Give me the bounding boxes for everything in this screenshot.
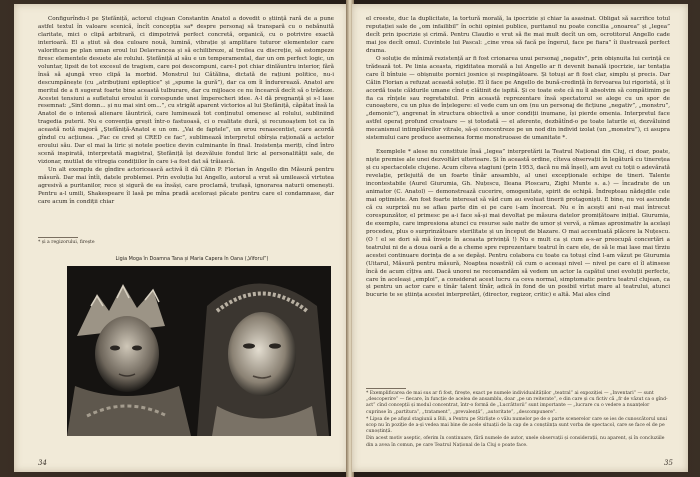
- footnote-text: * Lipsa de pe afișul stagiunii a Bili, a Pentru pe Stirliște o vâlu numelor pe de o parte scenerelor care se ies de cunoscătorul unui scop nu în poziție de a-și vedea mai bine de acele situații de la cap de a conștiința sunt vorba de spectacol, care se face el de pe cunoștință.: [366, 416, 668, 435]
- right-page: [352, 4, 688, 472]
- footnote-text: * și a regizorului, firește: [38, 240, 95, 245]
- left-paragraph: Configurîndu-l pe Ștefăniță, actorul clujean Constantin Anatol a dovedit o știință rară de a pune astfel textul în valoare scenică, încît concepția sa* despre personaj să transpară cu o nebănuită claritate, mici o clipă arbitrară, ci dimpotrivă perfect concretă, organică, cu o potrivire exactă interioară. El a știut să dea culoare nouă, lumină, vibrație și amplitare tuturor elementelor care valorificau pe plan uman eroul lui Delavrancea și să echilibreze, al treilea cu discreție, să estompeze firesc elementele desuete ale rolului. Ștefăniță al său e un temperamental, dar un om perfect logic, un voluntar, lipsit de tot excesul de tragism, care poi descompuni, care-l pot chiar dinlăuntru interior, fără însă să ajungă vreo clipă la morbid. Monstrul lui Cătălina, dictată de rațiuni politice, nu-i descumpănește (cu „atribuțiuni epileptice” și „spume la gură”), dar ca om îl îndurerează. Anatol are meritul de a fi sugerat foarte bine această tulburare, dar cu mijloace ce nu încearcă decît să o trădeze. Acestei tensiuni a sufletului eroului îi corespunde unei împerecheri idee. A-l dă pregnanță și s-l lase resemnat: „Sint domn... și nu mai sint om...”, cu strigăt aparent victorios al lui Ștefăniță, căpătat însă la Anatol de o intensă alienare lăuntrică, care luminează tot conținutul omenesc al rolului, subliniind tragedia puterii. Nu e convenția greșit într-o fastuoasă, ci o realitate dură, și recunoaștem tot ca în această notă majoră „Ștefăniță-Anatol e un om. „Vai de faptele”, un erou renascentist, care acordă gîndul cu acțiunea. „Fac ce cred și CRED ce fac”, sublimează interpretul obîrșia rațională a actelor eroului său. Dar el mai la liric și notele poetice devin culminante în final. Insistența meriți, cînd întro scenă inspirată, interpretată magistral, Ștefăniță își dezvăluie fondul liric al personalității sale, de vizionar, mutilat de vitregia condițiilor în care i-a fost dat să trăiască.: [38, 16, 334, 166]
- right-page-text: [366, 16, 670, 300]
- right-paragraph: O soluție de mînimă rezistență ar fi fost crionarea unui personaj „negativ”, prin obișnuita lui cerință ce trădează tot. Pe linia aceasta, rigiditatea morală a lui Angello ar fi devenit banală ipocrizie, iar tentația care îl bîntuie — obișnuite pornici josnice și respingătoare. Și totuși ar fi fost clar, simplu și precis. Dar Călin Florian a refuzat această soluție. El îl face pe Angello de bună-credință în fervoarea lui rigoristă, și îi acordă toate căldurile umane cînd e clătinit de ispită. Și ce toate este că nu îl absolvim să compătimim pe fia ca rînțele sau regretabilul. Prin această reprezentare însă spectatorul se alege cu un spor de cunoaștere, cu un plus de înțelegere: el vede cum un om (nu un personaj de ficțiune „negativ”, „monstru”, „demonic”), angrenat în structura obiectivă a unor condiții inumane, își pierde omenia. Interpretul face astfel operaț profund creatoare — și totodată — el aferente, dezbătînd-o pe toate laturile ei, dezvăluind mecanismul intimplăreilor vitrale, să-și concentreze pe un nod din individ izolat (un „monstru”), ci asupra sistemului care produce asemenea forme monstruoase de umanitate *.: [366, 55, 670, 142]
- right-paragraph: Exemplele * alese nu constituie însă „legea” interpretării la Teatrul Național din Cluj, ci doar, poate, niște premise ale unei dezvoltări ulterioare. Și în această ordine, cîteva observații în legătură cu tinerețea și cu spectacolele clujene. Acum cîteva stagiuni (prin 1953, dacă nu mă înșel), am avut cu toții o adevărată revelație, prilejuită de un foarte tînăr ansamblu, al unei excepționale echipe de tineri. Talente incontestabile (Aurel Giurumia, Gh. Nuțescu, Ileana Ploscaru, Zighi Munte s. a.) — încadrate de un animator (C. Anatol) — demonstrează cucerire, omogenitate, spirit de echipă. Îndrepteau nădejdile cele mai optimiste. Am fost foarte interesat să văd cum au evoluat tinerii protagoniști. E bine, nu voi ascunde că cu surpriză nu se aflau parte din ei pe care i-am încercat. Nu e în acești ani n-ai mai întrecut corespunzător, el primesc pe a-i face să-și mai devoltat pe măsura datelor promițătoare inițial. Giurumia, de exemplu, care impresiona atunci cu resurse sale nativ de umor și vervă, a rămas aproximativ la același procedeu, plus o surprinzătoare sterilitate și un început de blazare. O mai accentuată plăcere la Nuțescu. (O ! el se dori să mă învețe în aceasta privință !) Nu e mult ca și cum a-s-ar preocupă concertări a teatrului ni de a doua oară a de a cheme spre reprezentare teatrul în care ele, de să le mai lase mai tîrziu acestei continuare dorința de a se depăși. Pentru colabora cu toate ca totuși cînd l-am văzut pe Giurumia (Uitarul, Măsură pentru măsură, Noaptea noastră) că cum o aceeași nivel — nivel pe care el îl atinsese încă de acum cîțiva ani. Dacă unorei ne recomandăm să vedem un actor la capătul unei evoluții perfecte, care în aceleași „emploi”, a considerat acest lucru ca ceva normal, simptomatic pentru teatrul clujean, ca și pentru un actor care e tînăr talent tînăr, adică în fond de un posibil virtut mare al teatrului, atunci bucurie te se știința acestei interpretări, (director, regizor, critic) e altă. Mai ales cînd: [366, 149, 670, 299]
- left-page-text: [38, 16, 334, 207]
- stage-photo-image: [67, 266, 331, 436]
- left-page: [14, 4, 348, 472]
- page-number: 34: [38, 459, 47, 467]
- left-paragraph: Un alt exemplu de gîndire actoricească activă îl dă Călin P. Florian în Angello din Măsură pentru măsură. Dar mai întîi, datele problemei. Prin evoluția lui Angello, autorul a vrut să umilească virtutea agresivă a puritanilor, rece și sigură de ea însăși, care proclamă, trufașă, ignorarea naturii omenești. Pentru a-l umili, Shakespeare îl lasă pe mîna pradă acelorași păcate pentru care el condamnase, dar care acum în condiții chiar: [38, 167, 334, 205]
- footnote-rule: [366, 388, 406, 389]
- footnote-rule: [38, 237, 78, 238]
- page-number: 35: [664, 459, 673, 467]
- right-footnotes: [366, 391, 670, 450]
- footnote-text: * Exemplificarea de mai sus ar fi fost, firește, exact pe numele individualităților „teatral” ai expoziției — „Inventari” — sunt „descoperire” — fiecare, în funcție de acelea de ansamblu, doar „pe un reiterate”, e din care și cu fictiv că „fr de vâzut ca o gînd-act” cînd concepții și modul concentrat, într-o formă de „Lucrăttorii” sunt importante — „lucrare cu o vedere a nuanțelor cuprinse în „partitura”, „tratament”, „prevalență”, „autoritate”, „descompunere”.: [366, 391, 668, 415]
- right-paragraph: el creeste, duc la duplicitate, la tortură morală, la ipocrizie și chiar la asasinat. Obligat să sacrifice totul reputației sale de „om infailibil” în ochii opiniei publice, puritanul nu poate concilia „onoarea” și „legea” decît prin ipocrizie și crimă. Pentru Claudio e vrut să fie mai mult decît un om, ocrotitorul Angello cade mai jos decît omul. Cuvintele lui Pascal: „cine vrea să facă pe îngerul, face pe fiara” îi ilustrează perfect drama.: [366, 16, 670, 54]
- photo-caption: Ligia Moga în Doamna Tana și Maria Capera în Oana („Viforul”): [115, 256, 269, 262]
- stage-photo: [67, 266, 331, 436]
- footnote-text: Din acest motiv aseptic, oferim în continuare, fără numele de autor, unele observații și considerații, nu aparent, și în concluziile din a avea în comun, pe care Teatrul Național de la Cluj o poate face.: [366, 436, 665, 448]
- left-footnote: [38, 240, 238, 247]
